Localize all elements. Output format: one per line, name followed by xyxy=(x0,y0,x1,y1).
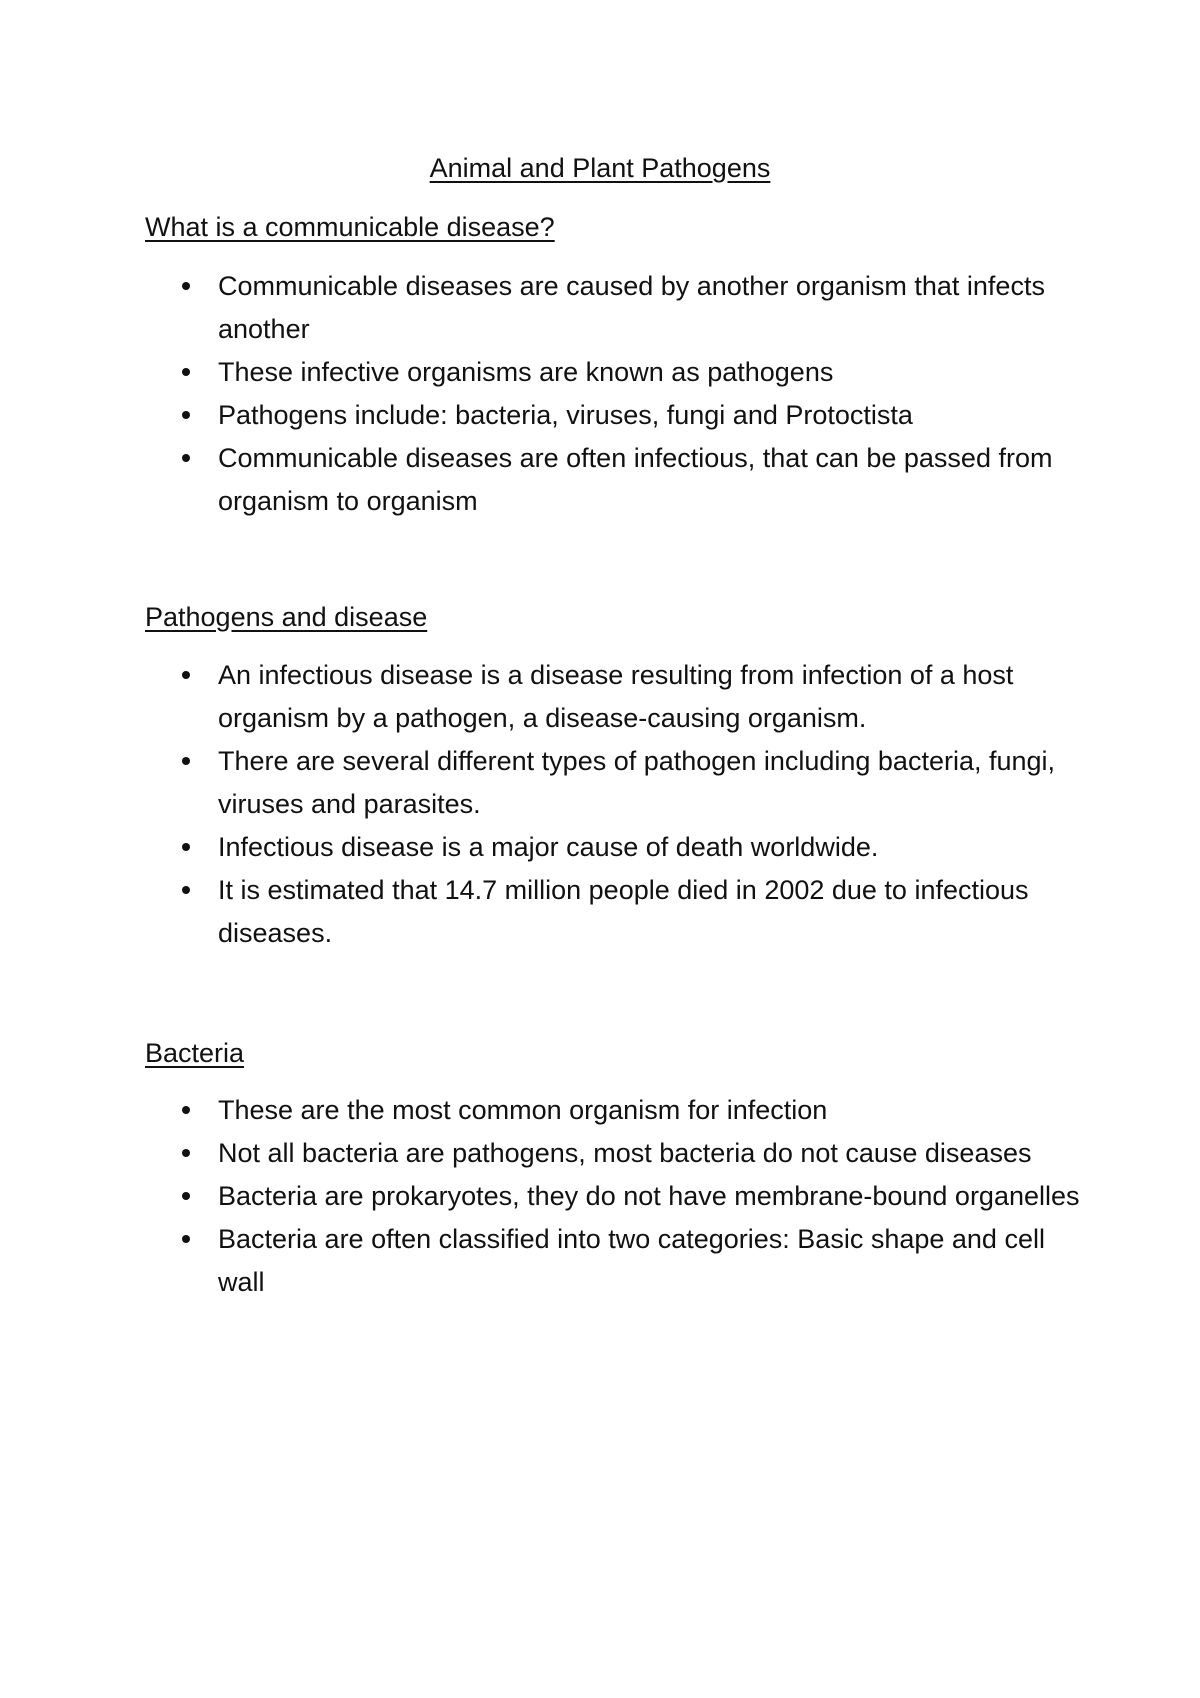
bullet-list xyxy=(145,654,1085,955)
list-item xyxy=(145,826,1085,869)
section-pathogens-and-disease xyxy=(145,599,1085,955)
bullet-icon xyxy=(182,1192,190,1200)
list-item-text: These are the most common organism for infection xyxy=(218,1095,828,1125)
list-item xyxy=(145,265,1085,351)
section-bacteria xyxy=(145,1035,1085,1304)
bullet-icon xyxy=(182,282,190,290)
list-item xyxy=(145,869,1085,955)
list-item-text: These infective organisms are known as pathogens xyxy=(218,357,834,387)
section-heading: What is a communicable disease? xyxy=(145,212,555,242)
bullet-list xyxy=(145,265,1085,523)
document-title xyxy=(0,150,1200,186)
list-item xyxy=(145,1175,1085,1218)
list-item-text: Bacteria are often classified into two categories: Basic shape and cell wall xyxy=(218,1224,1045,1297)
list-item xyxy=(145,1218,1085,1304)
list-item xyxy=(145,394,1085,437)
section-heading: Bacteria xyxy=(145,1038,245,1068)
list-item xyxy=(145,351,1085,394)
document-title-text: Animal and Plant Pathogens xyxy=(429,153,771,183)
bullet-icon xyxy=(182,454,190,462)
list-item-text: Infectious disease is a major cause of death worldwide. xyxy=(218,832,879,862)
list-item xyxy=(145,740,1085,826)
list-item-text: Communicable diseases are caused by another organism that infects another xyxy=(218,271,1045,344)
list-item-text: It is estimated that 14.7 million people died in 2002 due to infectious diseases. xyxy=(218,875,1029,948)
bullet-icon xyxy=(182,757,190,765)
bullet-icon xyxy=(182,411,190,419)
list-item xyxy=(145,1132,1085,1175)
bullet-icon xyxy=(182,886,190,894)
list-item-text: Bacteria are prokaryotes, they do not have membrane-bound organelles xyxy=(218,1181,1080,1211)
bullet-icon xyxy=(182,1106,190,1114)
bullet-icon xyxy=(182,368,190,376)
list-item xyxy=(145,437,1085,523)
section-heading: Pathogens and disease xyxy=(145,602,428,632)
list-item xyxy=(145,654,1085,740)
list-item-text: There are several different types of pathogen including bacteria, fungi, viruses and parasites. xyxy=(218,746,1056,819)
list-item-text: An infectious disease is a disease resulting from infection of a host organism by a pathogen, a disease-causing organism. xyxy=(218,660,1014,733)
bullet-icon xyxy=(182,1149,190,1157)
section-communicable-disease xyxy=(145,209,1085,523)
list-item-text: Communicable diseases are often infectious, that can be passed from organism to organism xyxy=(218,443,1053,516)
list-item-text: Pathogens include: bacteria, viruses, fungi and Protoctista xyxy=(218,400,913,430)
bullet-list xyxy=(145,1089,1085,1304)
bullet-icon xyxy=(182,843,190,851)
list-item-text: Not all bacteria are pathogens, most bacteria do not cause diseases xyxy=(218,1138,1032,1168)
bullet-icon xyxy=(182,671,190,679)
list-item xyxy=(145,1089,1085,1132)
bullet-icon xyxy=(182,1235,190,1243)
